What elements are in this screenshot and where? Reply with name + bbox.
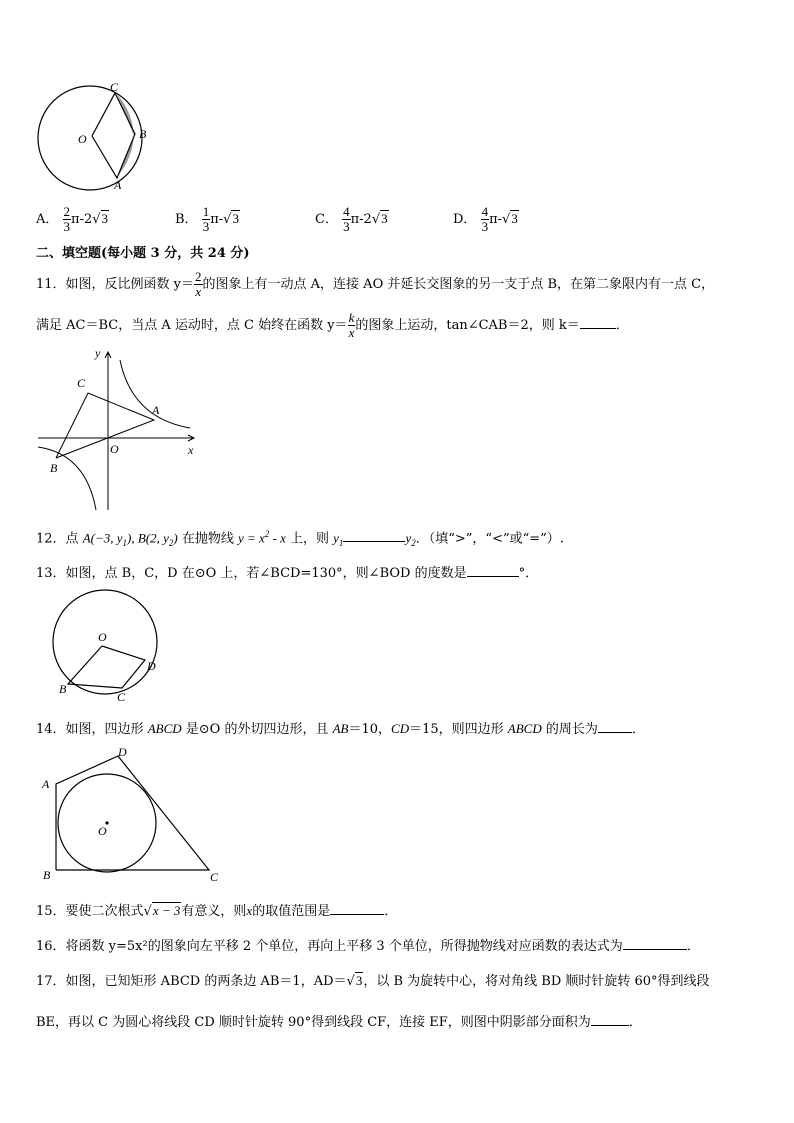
answer-blank (591, 1013, 629, 1026)
label-x: x (188, 443, 194, 457)
option-a: A． $\frac{2}{3}$ π-2√3 (36, 204, 109, 234)
quadrilateral-ocba (92, 93, 135, 178)
question-17-line2: BE，再以 C 为圆心将线段 CD 顺时针旋转 90°得到线段 CF，连接 EF，则图中阴影部分面积为 ． (36, 1015, 642, 1030)
option-c: C． $\frac{4}{3}$ π-2√3 (315, 204, 388, 234)
label-d: D (118, 745, 127, 759)
fraction: $\frac{k}{x}$ (348, 310, 355, 340)
figure-q13 (0, 590, 200, 705)
label-o: O (110, 442, 119, 456)
fraction: $\frac{4}{3}$ (343, 204, 350, 234)
quadrilateral-obcd (68, 646, 145, 688)
label-c: C (110, 80, 119, 94)
question-12: 12．点 A(−3, $y_1$), B(2, $y_2$) 在抛物线 $y = x^2 - x$ 上，则 $y_1$ $y_2$．（填“>”，“<”或“=”）. (36, 529, 564, 548)
answer-blank (598, 720, 632, 733)
question-15: 15．要使二次根式√x − 3有意义，则x的取值范围是 ． (36, 903, 398, 919)
label-y: y (95, 346, 101, 360)
question-17-line1: 17．如图，已知矩形 ABCD 的两条边 AB＝1，AD＝√3，以 B 为旋转中心，将对角线 BD 顺时针旋转 60°得到线段 (36, 973, 710, 989)
label-o: O (98, 824, 107, 838)
hyperbola-left (38, 447, 96, 510)
circle (38, 86, 142, 190)
label-c: C (117, 690, 126, 704)
option-b: B． $\frac{1}{3}$ π-√3 (175, 204, 239, 234)
question-11-line1: 11．如图，反比例函数 y＝ $\frac{2}{x}$ 的图象上有一动点 A，连接 AO 并延长交图象的另一支于点 B，在第二象限内有一点 C， (36, 269, 715, 299)
label-c: C (77, 376, 86, 390)
quadrilateral-abcd (56, 756, 209, 870)
answer-blank (330, 902, 384, 915)
label-b: B (139, 127, 147, 141)
label-b: B (50, 461, 58, 475)
fraction: $\frac{2}{3}$ (63, 204, 71, 234)
answer-blank (343, 529, 405, 542)
label-b: B (59, 682, 67, 696)
figure-q11 (0, 340, 260, 520)
label-a: A (114, 178, 122, 192)
hyperbola-right (120, 360, 190, 428)
label-a: A (42, 777, 50, 791)
question-11-line2: 满足 AC＝BC，当点 A 运动时，点 C 始终在函数 y＝ $\frac{k}{x}$ 的图象上运动，tan∠CAB＝2，则 k＝ ． (36, 310, 629, 340)
answer-blank (467, 564, 519, 577)
label-b: B (43, 868, 51, 882)
figure-q10 (0, 0, 794, 200)
fraction: $\frac{4}{3}$ (481, 204, 489, 234)
question-14: 14．如图，四边形 ABCD 是⊙O 的外切四边形，且 AB＝10，CD＝15，则四边形 ABCD 的周长为 ． (36, 721, 645, 737)
label-o: O (98, 630, 107, 644)
answer-blank (623, 937, 687, 950)
label-d: D (147, 659, 156, 673)
label-a: A (152, 403, 160, 417)
figure-q14 (0, 740, 240, 890)
option-d: D． $\frac{4}{3}$ π-√3 (453, 204, 518, 234)
fraction: $\frac{1}{3}$ (202, 204, 210, 234)
question-16: 16．将函数 y=5x²的图象向左平移 2 个单位，再向上平移 3 个单位，所得抛物线对应函数的表达式为 ． (36, 939, 700, 954)
section-heading: 二、填空题(每小题 3 分，共 24 分) (36, 246, 250, 261)
triangle-abc (56, 393, 154, 458)
question-13: 13．如图，点 B，C，D 在⊙O 上，若∠BCD=130°，则∠BOD 的度数是 °． (36, 566, 539, 581)
label-c: C (210, 870, 219, 884)
answer-blank (580, 316, 616, 329)
fraction: $\frac{2}{x}$ (195, 269, 202, 299)
label-o: O (78, 132, 87, 146)
